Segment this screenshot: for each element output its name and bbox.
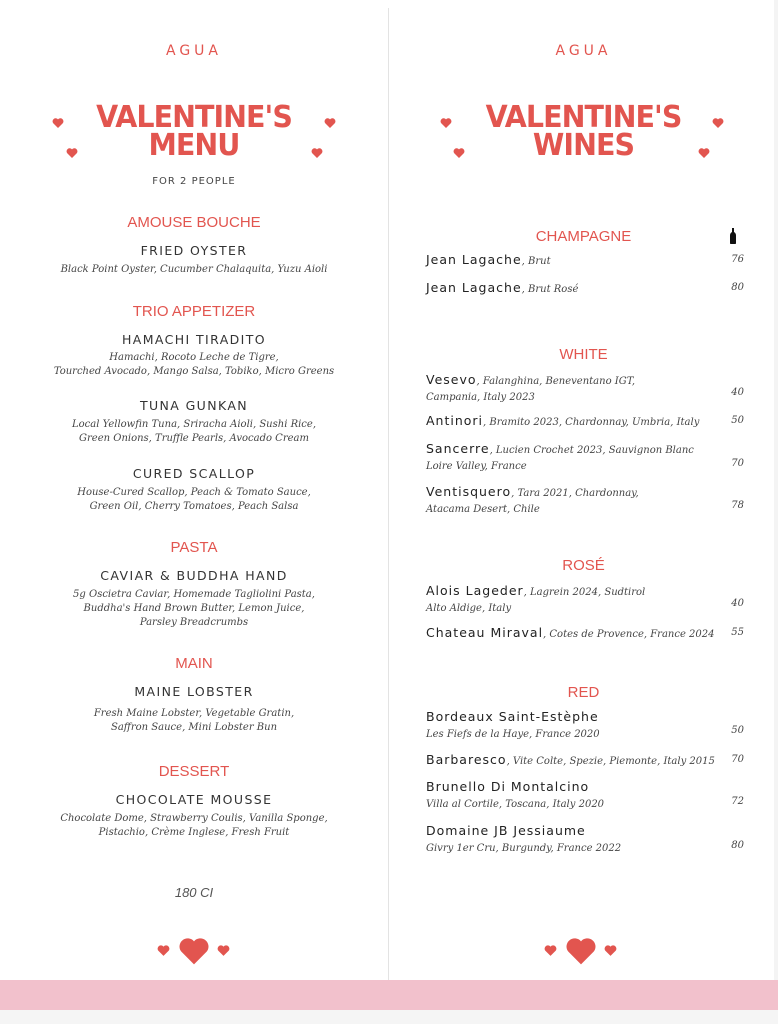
wine-detail: , Brut: [521, 256, 551, 267]
wine-detail: , Brut Rosé: [521, 284, 579, 295]
wine-price: 80: [731, 282, 744, 293]
wine-name: Domaine JB Jessiaume: [426, 823, 586, 838]
dish-description: [0, 812, 388, 840]
subtitle: FOR 2 PEOPLE: [152, 176, 236, 187]
wine-name: Jean Lagache: [426, 252, 522, 267]
dish-description: [0, 351, 388, 379]
wine-detail-line: Villa al Cortile, Toscana, Italy 2020: [426, 799, 605, 810]
wine-price: 50: [731, 415, 744, 426]
wine-item: [426, 778, 744, 810]
wine-name: Chateau Miraval: [426, 625, 544, 640]
description-line: Pistachio, Crème Inglese, Fresh Fruit: [98, 827, 290, 838]
wine-detail: , Tara 2021, Chardonnay,: [511, 488, 639, 499]
description-line: Parsley Breadcrumbs: [139, 617, 249, 628]
dish-description: [0, 486, 388, 514]
heart-icon: [178, 936, 210, 966]
wine-name: Barbaresco: [426, 752, 507, 767]
title-line: VALENTINE'S: [96, 100, 292, 135]
section-title: ROSÉ: [562, 557, 605, 574]
wine-price: 55: [731, 627, 744, 638]
brand-logo: AGUA: [555, 43, 612, 59]
description-line: Local Yellowfin Tuna, Sriracha Aioli, Sushi Rice,: [72, 419, 316, 430]
wine-item: [426, 251, 744, 269]
dish-name: CURED SCALLOP: [132, 466, 256, 481]
wine-detail: , Vite Colte, Spezie, Piemonte, Italy 2015: [506, 756, 715, 767]
description-line: Saffron Sauce, Mini Lobster Bun: [110, 722, 278, 733]
title-line: WINES: [532, 128, 635, 163]
wine-detail: , Falanghina, Beneventano IGT,: [476, 376, 636, 387]
wine-name: Brunello Di Montalcino: [426, 779, 590, 794]
wine-item: [426, 412, 744, 430]
title-line: MENU: [148, 128, 240, 163]
wine-detail-line: Alto Aldige, Italy: [426, 603, 512, 614]
wine-detail-line: Atacama Desert, Chile: [426, 504, 540, 515]
dish-name: HAMACHI TIRADITO: [121, 332, 267, 347]
section-title: WHITE: [559, 346, 608, 363]
wine-name: Sancerre: [426, 441, 490, 456]
menu-page: [0, 0, 388, 980]
dish-description: [0, 263, 388, 277]
section-title: TRIO APPETIZER: [132, 303, 256, 320]
description-line: Tourched Avocado, Mango Salsa, Tobiko, Micro Greens: [53, 366, 335, 377]
wine-bottle-icon: [729, 228, 737, 244]
dish-name: CAVIAR & BUDDHA HAND: [100, 568, 288, 583]
title-line: VALENTINE'S: [485, 100, 682, 135]
dish-description: [0, 588, 388, 630]
section-title: MAIN: [175, 655, 213, 672]
heart-icon: [544, 944, 557, 957]
bottom-strip: [0, 1010, 778, 1024]
wine-detail-line: Givry 1er Cru, Burgundy, France 2022: [426, 843, 622, 854]
wine-price: 78: [731, 500, 744, 511]
description-line: House-Cured Scallop, Peach & Tomato Sauce,: [77, 487, 311, 498]
wine-item: [426, 279, 744, 297]
wine-price: 70: [731, 754, 744, 765]
menu-price: 180 CI: [174, 885, 214, 900]
dish-name: CHOCOLATE MOUSSE: [115, 792, 273, 807]
wine-item: [426, 751, 744, 769]
wine-detail-line: Loire Valley, France: [426, 461, 527, 472]
dish-description: [0, 418, 388, 446]
wine-item: [426, 708, 744, 740]
wine-price: 70: [731, 458, 744, 469]
description-line: 5g Oscietra Caviar, Homemade Tagliolini Pasta,: [73, 589, 315, 600]
wine-price: 72: [731, 796, 744, 807]
heart-icon: [217, 944, 230, 957]
wine-item: [426, 483, 744, 515]
wine-item: [426, 624, 744, 642]
description-line: Green Onions, Truffle Pearls, Avocado Cream: [79, 433, 309, 444]
heart-icon: [157, 944, 170, 957]
wine-name: Antinori: [426, 413, 484, 428]
section-title: DESSERT: [158, 763, 230, 780]
heart-icon: [565, 936, 597, 966]
wine-detail: , Cotes de Provence, France 2024: [543, 629, 715, 640]
wine-price: 80: [731, 840, 744, 851]
wine-name: Ventisquero: [426, 484, 512, 499]
wine-price: 50: [731, 725, 744, 736]
wine-detail: , Lagrein 2024, Sudtirol: [523, 587, 646, 598]
wine-item: [426, 371, 744, 403]
footer-band: [0, 980, 778, 1010]
heart-icon: [604, 944, 617, 957]
section-title: AMOUSE BOUCHE: [127, 214, 261, 231]
wine-page: [389, 0, 778, 980]
wine-item: [426, 822, 744, 854]
wine-price: 40: [731, 598, 744, 609]
section-title: RED: [567, 684, 600, 701]
hearts-ornament: [0, 934, 388, 968]
dish-name: TUNA GUNKAN: [139, 398, 249, 413]
wine-detail: , Bramito 2023, Chardonnay, Umbria, Italy: [483, 417, 700, 428]
wine-name: Vesevo: [426, 372, 477, 387]
page-title: [10, 100, 379, 163]
description-line: Hamachi, Rocoto Leche de Tigre,: [109, 352, 279, 363]
wine-item: [426, 440, 744, 472]
wine-name: Alois Lageder: [426, 583, 524, 598]
wine-price: 76: [731, 254, 744, 265]
dish-name: MAINE LOBSTER: [134, 684, 254, 699]
description-line: Fresh Maine Lobster, Vegetable Gratin,: [93, 708, 295, 719]
dish-description: [0, 707, 388, 735]
wine-detail: , Lucien Crochet 2023, Sauvignon Blanc: [489, 445, 694, 456]
page-title: [399, 100, 769, 163]
wine-detail-line: Campania, Italy 2023: [426, 392, 535, 403]
hearts-ornament: [389, 934, 778, 968]
wine-price: 40: [731, 387, 744, 398]
description-line: Green Oil, Cherry Tomatoes, Peach Salsa: [89, 501, 299, 512]
section-title: CHAMPAGNE: [535, 228, 632, 245]
brand-logo: AGUA: [165, 43, 222, 59]
description-line: Buddha's Hand Brown Butter, Lemon Juice,: [83, 603, 305, 614]
wine-name: Jean Lagache: [426, 280, 522, 295]
section-title: PASTA: [170, 539, 218, 556]
wine-detail-line: Les Fiefs de la Haye, France 2020: [426, 729, 600, 740]
page-edge: [774, 0, 778, 980]
wine-item: [426, 582, 744, 614]
description-line: Chocolate Dome, Strawberry Coulis, Vanilla Sponge,: [60, 813, 328, 824]
wine-name: Bordeaux Saint-Estèphe: [426, 709, 599, 724]
description-line: Black Point Oyster, Cucumber Chalaquita, Yuzu Aioli: [60, 264, 328, 275]
dish-name: FRIED OYSTER: [140, 243, 248, 258]
